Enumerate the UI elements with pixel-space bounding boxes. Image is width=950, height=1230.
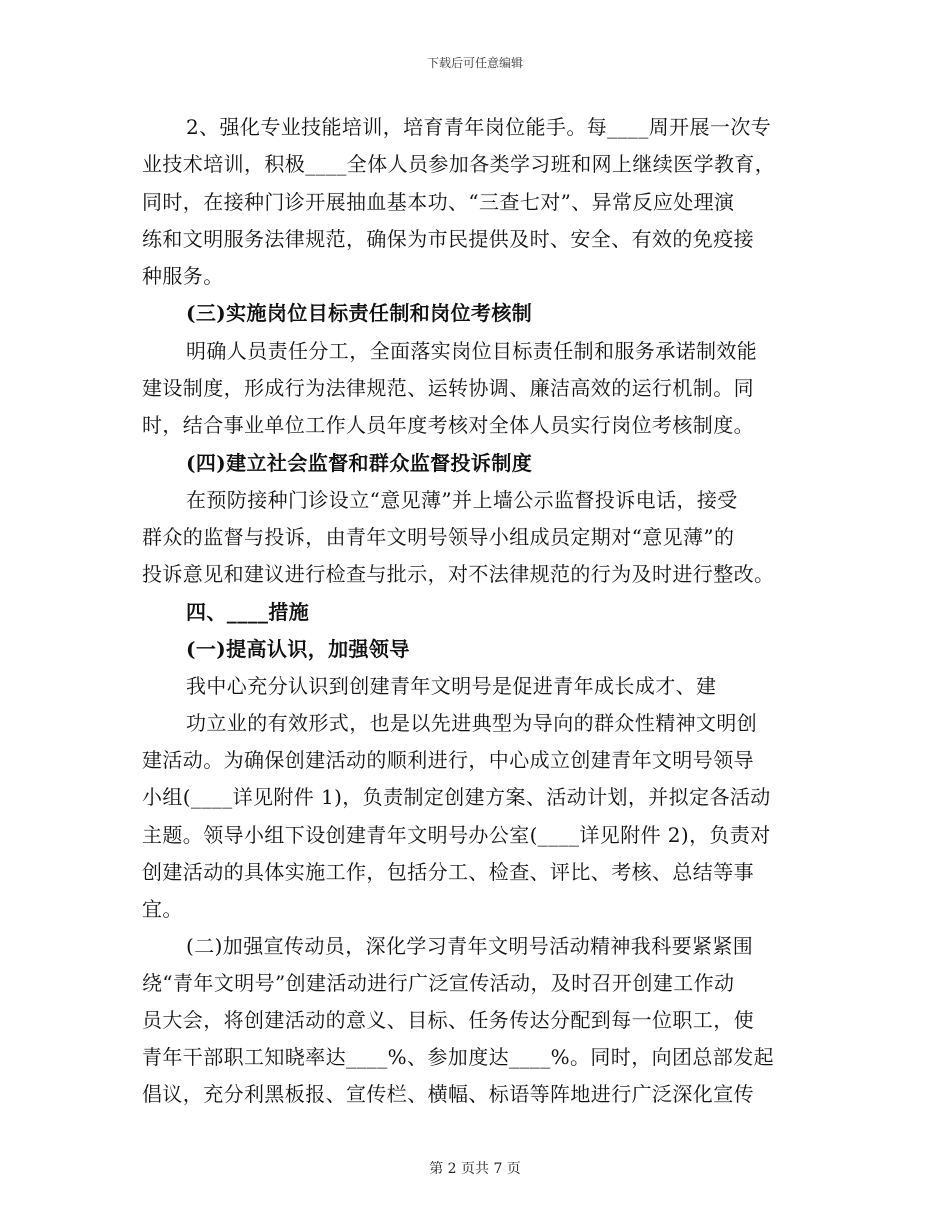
body-line: 建设制度，形成行为法律规范、运转协调、廉洁高效的运行机制。同: [142, 376, 754, 400]
section-heading: 四、____措施: [186, 600, 310, 624]
body-line: 明确人员责任分工，全面落实岗位目标责任制和服务承诺制效能: [186, 339, 758, 363]
body-line: 投诉意见和建议进行检查与批示，对不法律规范的行为及时进行整改。: [142, 562, 775, 586]
section-heading: (四)建立社会监督和群众监督投诉制度: [186, 451, 533, 475]
body-line: 青年干部职工知晓率达____%、参加度达____%。同时，向团总部发起: [142, 1045, 775, 1069]
body-line: 绕“青年文明号”创建活动进行广泛宣传活动，及时召开创建工作动: [142, 971, 735, 995]
body-line: 小组(____详见附件 1)，负责制定创建方案、活动计划，并拟定各活动: [142, 785, 771, 809]
body-line: 功立业的有效形式，也是以先进典型为导向的群众性精神文明创: [186, 711, 758, 735]
body-line: 2、强化专业技能培训，培育青年岗位能手。每____周开展一次专: [186, 115, 772, 139]
body-line: 种服务。: [142, 264, 224, 288]
body-line: 创建活动的具体实施工作，包括分工、检查、评比、考核、总结等事: [142, 860, 754, 884]
body-line: 建活动。为确保创建活动的顺利进行，中心成立创建青年文明号领导: [142, 748, 754, 772]
body-line: 练和文明服务法律规范，确保为市民提供及时、安全、有效的免疫接: [142, 227, 754, 251]
body-line: 时，结合事业单位工作人员年度考核对全体人员实行岗位考核制度。: [142, 413, 754, 437]
section-heading: (一)提高认识，加强领导: [186, 637, 410, 661]
page-footer: 第 2 页共 7 页: [429, 1161, 521, 1177]
body-line: 在预防接种门诊设立“意见薄”并上墙公示监督投诉电话，接受: [186, 488, 738, 512]
body-line: (二)加强宣传动员，深化学习青年文明号活动精神我科要紧紧围: [186, 934, 754, 958]
body-line: 宜。: [142, 897, 183, 921]
section-heading: (三)实施岗位目标责任制和岗位考核制: [186, 301, 533, 325]
body-line: 我中心充分认识到创建青年文明号是促进青年成长成才、建: [186, 674, 717, 698]
body-line: 员大会，将创建活动的意义、目标、任务传达分配到每一位职工，使: [142, 1008, 754, 1032]
body-line: 同时，在接种门诊开展抽血基本功、“三查七对”、异常反应处理演: [142, 190, 735, 214]
body-line: 倡议，充分利黑板报、宣传栏、横幅、标语等阵地进行广泛深化宣传: [142, 1082, 754, 1106]
body-line: 群众的监督与投诉，由青年文明号领导小组成员定期对“意见薄”的: [142, 525, 735, 549]
body-line: 业技术培训，积极____全体人员参加各类学习班和网上继续医学教育，: [142, 152, 776, 176]
body-line: 主题。领导小组下设创建青年文明号办公室(____详见附件 2)，负责对: [142, 823, 771, 847]
page-header: 下载后可任意编辑: [426, 56, 523, 70]
